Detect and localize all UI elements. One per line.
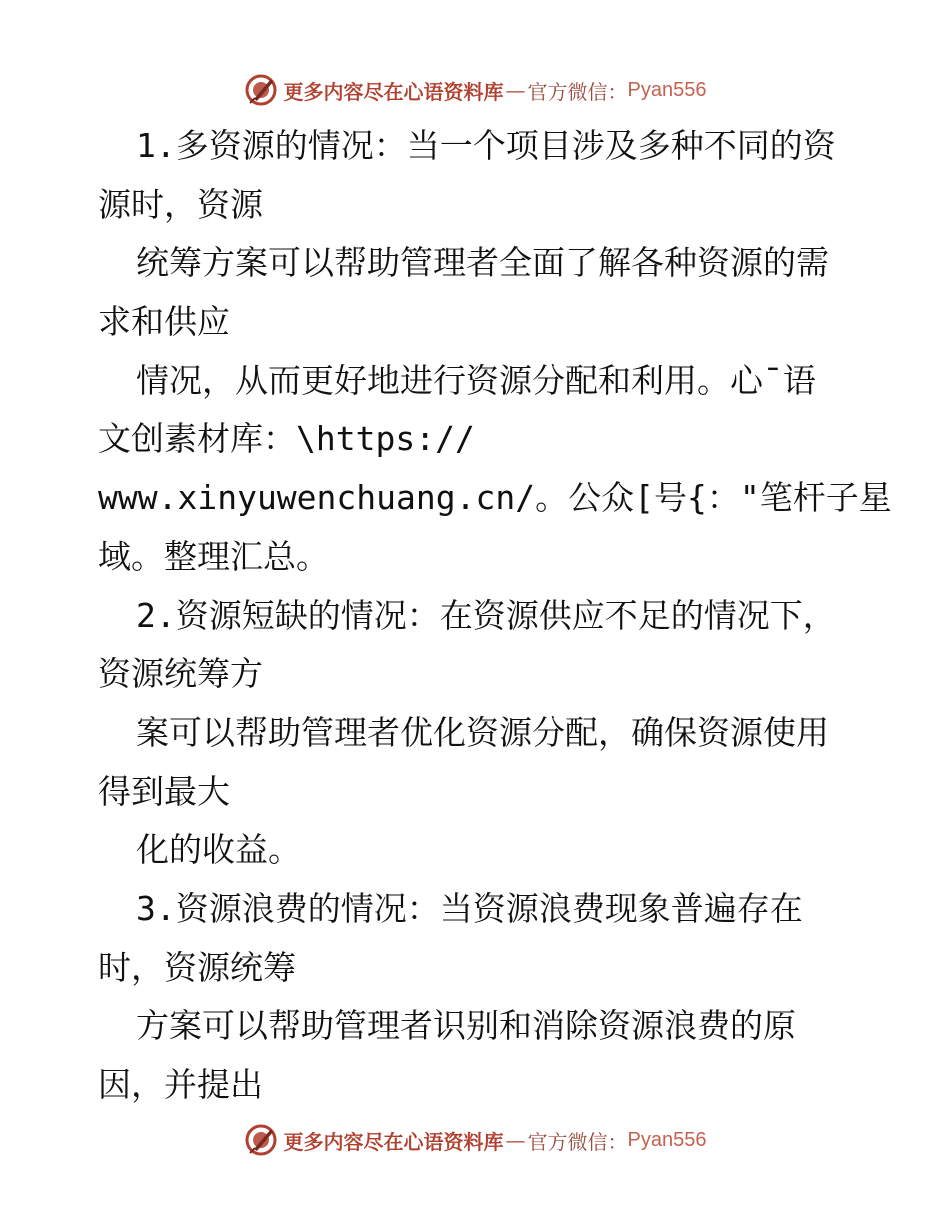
body-line: 时，资源统筹 <box>98 947 296 987</box>
body-line: 求和供应 <box>98 302 230 342</box>
quill-seal-icon <box>244 73 278 107</box>
banner-brand-text: 更多内容尽在心语资料库 <box>283 79 504 104</box>
body-line: 源时，资源 <box>98 184 263 224</box>
body-line: 资源统筹方 <box>98 654 263 694</box>
body-line: 案可以帮助管理者优化资源分配，确保资源使用 <box>136 712 829 752</box>
banner-dash: — <box>505 78 526 102</box>
body-line: 1.多资源的情况：当一个项目涉及多种不同的资 <box>136 126 836 165</box>
body-line: 文创素材库：\https:// <box>98 419 475 459</box>
body-line: 2.资源短缺的情况：在资源供应不足的情况下， <box>136 595 836 635</box>
banner-dash: — <box>505 1128 526 1152</box>
document-body <box>98 117 892 1115</box>
banner-contact-label: 官方微信： <box>527 79 628 104</box>
banner-brand-text: 更多内容尽在心语资料库 <box>283 1129 504 1154</box>
quill-seal-icon <box>244 1123 278 1157</box>
body-line: 情况，从而更好地进行资源分配和利用。心¯语 <box>136 360 816 400</box>
body-line: 统筹方案可以帮助管理者全面了解各种资源的需 <box>136 243 829 283</box>
body-line: 3.资源浪费的情况：当资源浪费现象普遍存在 <box>136 888 803 928</box>
banner-wechat-id: Pyan556 <box>627 1128 707 1151</box>
footer-banner <box>0 1120 950 1160</box>
body-line: 化的收益。 <box>136 830 301 870</box>
body-line: 方案可以帮助管理者识别和消除资源浪费的原 <box>136 1006 796 1046</box>
banner-contact-label: 官方微信： <box>527 1129 628 1154</box>
body-line: www.xinyuwenchuang.cn/。公众[号{："笔杆子星 <box>98 478 892 518</box>
banner-wechat-id: Pyan556 <box>627 78 707 101</box>
header-banner <box>0 70 950 110</box>
body-line: 域。整理汇总。 <box>98 536 329 576</box>
body-line: 得到最大 <box>98 771 230 811</box>
body-line: 因，并提出 <box>98 1065 263 1104</box>
